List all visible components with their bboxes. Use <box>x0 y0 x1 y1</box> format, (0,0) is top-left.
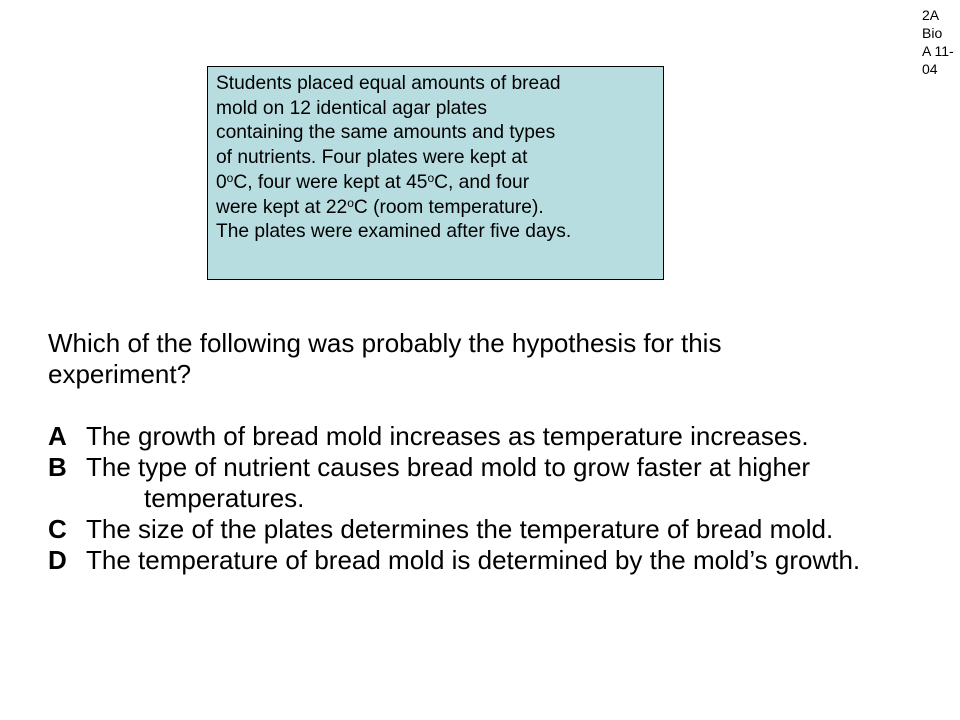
slide-id-line: 04 <box>922 61 938 77</box>
answer-option-a <box>48 421 948 452</box>
option-letter: C <box>48 514 67 544</box>
option-letter: B <box>48 452 67 482</box>
answer-option-d <box>48 545 948 576</box>
option-text: The type of nutrient causes bread mold to grow faster at higher temperatures. <box>86 452 811 513</box>
option-text: The size of the plates determines the temperature of bread mold. <box>86 514 834 544</box>
question-stem: experiment? <box>48 359 192 389</box>
scenario-text: C, four were kept at 45 <box>233 171 428 193</box>
scenario-line: containing the same amounts and types <box>216 122 556 144</box>
scenario-line: of nutrients. Four plates were kept at <box>216 147 528 169</box>
question-block <box>48 328 948 576</box>
scenario-text: C (room temperature). <box>353 196 544 218</box>
question-stem: Which of the following was probably the hypothesis for this <box>48 328 722 358</box>
scenario-line <box>216 196 655 221</box>
scenario-text: C, and four <box>434 171 530 193</box>
scenario-box <box>207 66 664 280</box>
option-text: The temperature of bread mold is determined by the mold’s growth. <box>86 545 861 575</box>
slide-id-line: A 11- <box>922 43 954 59</box>
answer-option-b <box>48 452 948 514</box>
slide-id-line: 2A <box>922 7 940 23</box>
scenario-text: 0 <box>216 171 227 193</box>
degree-superscript: o <box>226 170 234 185</box>
option-text: The growth of bread mold increases as temperature increases. <box>86 421 809 451</box>
scenario-line: The plates were examined after five days. <box>216 221 572 243</box>
scenario-line <box>216 171 655 196</box>
slide-id-line: Bio <box>922 25 943 41</box>
option-letter: A <box>48 421 67 451</box>
slide-id <box>922 6 958 78</box>
degree-superscript: o <box>427 170 435 185</box>
scenario-line: mold on 12 identical agar plates <box>216 97 487 119</box>
spacer <box>48 390 948 421</box>
degree-superscript: o <box>347 195 354 210</box>
answer-option-c <box>48 514 948 545</box>
scenario-text: were kept at 22 <box>216 196 348 218</box>
option-letter: D <box>48 545 67 575</box>
scenario-line: Students placed equal amounts of bread <box>216 73 561 94</box>
